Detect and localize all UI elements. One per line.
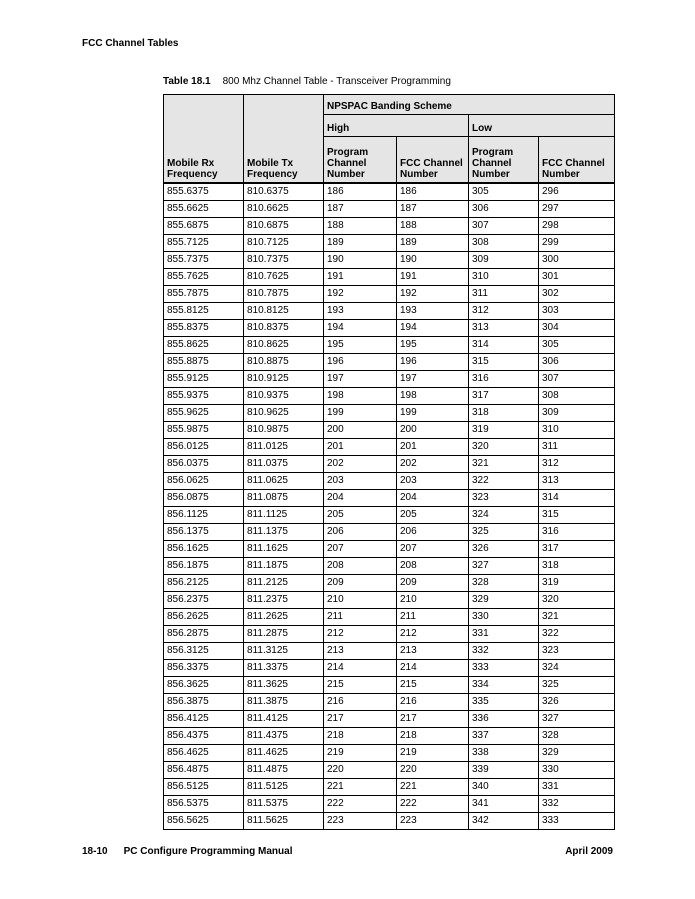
- group-header-row: [164, 95, 615, 115]
- table-row: [164, 404, 615, 421]
- cell: 811.0625: [244, 472, 324, 489]
- cell: 214: [397, 659, 469, 676]
- cell: 811.5375: [244, 795, 324, 812]
- cell: 196: [397, 353, 469, 370]
- page-footer: [82, 846, 613, 857]
- cell: 811.3625: [244, 676, 324, 693]
- cell: 855.7375: [164, 251, 244, 268]
- table-row: [164, 744, 615, 761]
- subgroup-header-low: Low: [469, 115, 615, 137]
- table-row: [164, 778, 615, 795]
- cell: 191: [324, 268, 397, 285]
- cell: 313: [539, 472, 615, 489]
- cell: 855.9625: [164, 404, 244, 421]
- cell: 310: [469, 268, 539, 285]
- cell: 318: [539, 557, 615, 574]
- cell: 200: [397, 421, 469, 438]
- cell: 811.3125: [244, 642, 324, 659]
- cell: 191: [397, 268, 469, 285]
- cell: 198: [397, 387, 469, 404]
- channel-table-head: [164, 95, 615, 183]
- cell: 194: [397, 319, 469, 336]
- cell: 326: [539, 693, 615, 710]
- cell: 856.0375: [164, 455, 244, 472]
- col-header-mobile-rx-frequency: Mobile Rx Frequency: [164, 95, 244, 183]
- cell: 332: [539, 795, 615, 812]
- cell: 306: [539, 353, 615, 370]
- cell: 811.0875: [244, 489, 324, 506]
- cell: 810.8125: [244, 302, 324, 319]
- cell: 312: [539, 455, 615, 472]
- cell: 202: [397, 455, 469, 472]
- cell: 321: [469, 455, 539, 472]
- cell: 855.8875: [164, 353, 244, 370]
- cell: 855.9875: [164, 421, 244, 438]
- cell: 315: [469, 353, 539, 370]
- table-row: [164, 812, 615, 829]
- cell: 205: [397, 506, 469, 523]
- channel-table-body: [164, 183, 615, 830]
- cell: 330: [469, 608, 539, 625]
- cell: 212: [324, 625, 397, 642]
- cell: 855.9375: [164, 387, 244, 404]
- cell: 333: [469, 659, 539, 676]
- cell: 212: [397, 625, 469, 642]
- cell: 223: [397, 812, 469, 829]
- cell: 810.7125: [244, 234, 324, 251]
- table-row: [164, 693, 615, 710]
- cell: 810.6375: [244, 183, 324, 201]
- cell: 810.6875: [244, 217, 324, 234]
- cell: 327: [469, 557, 539, 574]
- cell: 222: [397, 795, 469, 812]
- cell: 211: [324, 608, 397, 625]
- cell: 213: [324, 642, 397, 659]
- cell: 197: [324, 370, 397, 387]
- cell: 810.8625: [244, 336, 324, 353]
- cell: 811.3375: [244, 659, 324, 676]
- group-header-npspac: NPSPAC Banding Scheme: [324, 95, 615, 115]
- cell: 856.4875: [164, 761, 244, 778]
- cell: 811.2625: [244, 608, 324, 625]
- cell: 307: [469, 217, 539, 234]
- cell: 810.9875: [244, 421, 324, 438]
- cell: 856.3375: [164, 659, 244, 676]
- cell: 308: [469, 234, 539, 251]
- cell: 325: [539, 676, 615, 693]
- cell: 323: [469, 489, 539, 506]
- cell: 314: [539, 489, 615, 506]
- cell: 856.1625: [164, 540, 244, 557]
- channel-table: [163, 94, 615, 830]
- cell: 305: [539, 336, 615, 353]
- table-row: [164, 370, 615, 387]
- table-row: [164, 761, 615, 778]
- table-row: [164, 506, 615, 523]
- cell: 218: [397, 727, 469, 744]
- col-header-program-channel-high: Program Channel Number: [324, 137, 397, 183]
- cell: 856.1375: [164, 523, 244, 540]
- cell: 198: [324, 387, 397, 404]
- cell: 810.8875: [244, 353, 324, 370]
- cell: 324: [469, 506, 539, 523]
- col-header-fcc-channel-low: FCC Channel Number: [539, 137, 615, 183]
- cell: 196: [324, 353, 397, 370]
- table-row: [164, 183, 615, 201]
- table-row: [164, 285, 615, 302]
- table-row: [164, 574, 615, 591]
- table-row: [164, 608, 615, 625]
- cell: 194: [324, 319, 397, 336]
- cell: 199: [397, 404, 469, 421]
- cell: 215: [397, 676, 469, 693]
- cell: 330: [539, 761, 615, 778]
- cell: 333: [539, 812, 615, 829]
- cell: 856.5125: [164, 778, 244, 795]
- cell: 321: [539, 608, 615, 625]
- cell: 297: [539, 200, 615, 217]
- cell: 327: [539, 710, 615, 727]
- cell: 215: [324, 676, 397, 693]
- cell: 316: [539, 523, 615, 540]
- cell: 207: [397, 540, 469, 557]
- table-row: [164, 438, 615, 455]
- col-header-program-channel-low: Program Channel Number: [469, 137, 539, 183]
- table-row: [164, 557, 615, 574]
- cell: 217: [397, 710, 469, 727]
- table-row: [164, 336, 615, 353]
- cell: 193: [397, 302, 469, 319]
- table-caption: [163, 76, 614, 88]
- cell: 195: [324, 336, 397, 353]
- table-row: [164, 710, 615, 727]
- cell: 199: [324, 404, 397, 421]
- cell: 219: [397, 744, 469, 761]
- table-row: [164, 625, 615, 642]
- cell: 332: [469, 642, 539, 659]
- cell: 811.5625: [244, 812, 324, 829]
- cell: 318: [469, 404, 539, 421]
- cell: 202: [324, 455, 397, 472]
- cell: 341: [469, 795, 539, 812]
- table-row: [164, 421, 615, 438]
- cell: 335: [469, 693, 539, 710]
- cell: 187: [397, 200, 469, 217]
- table-row: [164, 540, 615, 557]
- cell: 856.3625: [164, 676, 244, 693]
- cell: 811.3875: [244, 693, 324, 710]
- cell: 855.7875: [164, 285, 244, 302]
- cell: 811.1375: [244, 523, 324, 540]
- cell: 328: [469, 574, 539, 591]
- table-row: [164, 217, 615, 234]
- cell: 312: [469, 302, 539, 319]
- cell: 299: [539, 234, 615, 251]
- cell: 322: [469, 472, 539, 489]
- cell: 317: [539, 540, 615, 557]
- cell: 856.4125: [164, 710, 244, 727]
- cell: 309: [539, 404, 615, 421]
- cell: 222: [324, 795, 397, 812]
- cell: 856.2125: [164, 574, 244, 591]
- table-block: [163, 76, 614, 830]
- cell: 195: [397, 336, 469, 353]
- footer-date: April 2009: [565, 846, 613, 857]
- cell: 811.1875: [244, 557, 324, 574]
- table-row: [164, 472, 615, 489]
- cell: 213: [397, 642, 469, 659]
- table-row: [164, 387, 615, 404]
- col-header-mobile-tx-frequency: Mobile Tx Frequency: [244, 95, 324, 183]
- cell: 326: [469, 540, 539, 557]
- table-row: [164, 591, 615, 608]
- cell: 219: [324, 744, 397, 761]
- cell: 303: [539, 302, 615, 319]
- cell: 308: [539, 387, 615, 404]
- cell: 190: [397, 251, 469, 268]
- cell: 296: [539, 183, 615, 201]
- cell: 192: [397, 285, 469, 302]
- table-row: [164, 251, 615, 268]
- cell: 209: [397, 574, 469, 591]
- cell: 810.9125: [244, 370, 324, 387]
- cell: 186: [397, 183, 469, 201]
- cell: 811.2375: [244, 591, 324, 608]
- table-row: [164, 659, 615, 676]
- cell: 210: [397, 591, 469, 608]
- cell: 313: [469, 319, 539, 336]
- table-row: [164, 302, 615, 319]
- cell: 311: [469, 285, 539, 302]
- cell: 315: [539, 506, 615, 523]
- cell: 811.0125: [244, 438, 324, 455]
- cell: 205: [324, 506, 397, 523]
- cell: 339: [469, 761, 539, 778]
- cell: 856.0875: [164, 489, 244, 506]
- cell: 855.6375: [164, 183, 244, 201]
- cell: 307: [539, 370, 615, 387]
- cell: 856.5375: [164, 795, 244, 812]
- cell: 856.0625: [164, 472, 244, 489]
- cell: 340: [469, 778, 539, 795]
- cell: 320: [539, 591, 615, 608]
- table-row: [164, 268, 615, 285]
- cell: 220: [397, 761, 469, 778]
- cell: 342: [469, 812, 539, 829]
- cell: 192: [324, 285, 397, 302]
- cell: 811.2875: [244, 625, 324, 642]
- cell: 331: [469, 625, 539, 642]
- cell: 810.8375: [244, 319, 324, 336]
- cell: 336: [469, 710, 539, 727]
- cell: 856.3875: [164, 693, 244, 710]
- cell: 316: [469, 370, 539, 387]
- cell: 810.9625: [244, 404, 324, 421]
- page-number: 18-10: [82, 846, 108, 857]
- cell: 301: [539, 268, 615, 285]
- cell: 856.1125: [164, 506, 244, 523]
- cell: 201: [397, 438, 469, 455]
- cell: 811.4625: [244, 744, 324, 761]
- cell: 855.7625: [164, 268, 244, 285]
- table-row: [164, 319, 615, 336]
- cell: 216: [324, 693, 397, 710]
- cell: 322: [539, 625, 615, 642]
- cell: 810.6625: [244, 200, 324, 217]
- table-row: [164, 489, 615, 506]
- cell: 306: [469, 200, 539, 217]
- cell: 810.7875: [244, 285, 324, 302]
- cell: 210: [324, 591, 397, 608]
- cell: 811.4125: [244, 710, 324, 727]
- cell: 856.4375: [164, 727, 244, 744]
- table-caption-title: 800 Mhz Channel Table - Transceiver Programming: [222, 76, 451, 87]
- cell: 302: [539, 285, 615, 302]
- cell: 324: [539, 659, 615, 676]
- cell: 220: [324, 761, 397, 778]
- cell: 856.3125: [164, 642, 244, 659]
- cell: 186: [324, 183, 397, 201]
- cell: 856.5625: [164, 812, 244, 829]
- cell: 204: [397, 489, 469, 506]
- table-row: [164, 795, 615, 812]
- cell: 197: [397, 370, 469, 387]
- cell: 214: [324, 659, 397, 676]
- cell: 334: [469, 676, 539, 693]
- cell: 811.0375: [244, 455, 324, 472]
- cell: 323: [539, 642, 615, 659]
- cell: 855.9125: [164, 370, 244, 387]
- cell: 206: [324, 523, 397, 540]
- cell: 310: [539, 421, 615, 438]
- cell: 218: [324, 727, 397, 744]
- table-row: [164, 353, 615, 370]
- cell: 300: [539, 251, 615, 268]
- cell: 337: [469, 727, 539, 744]
- cell: 190: [324, 251, 397, 268]
- subgroup-header-high: High: [324, 115, 469, 137]
- footer-left: [82, 846, 292, 857]
- cell: 304: [539, 319, 615, 336]
- cell: 811.1625: [244, 540, 324, 557]
- cell: 203: [324, 472, 397, 489]
- table-caption-label: Table 18.1: [163, 76, 211, 87]
- cell: 200: [324, 421, 397, 438]
- cell: 223: [324, 812, 397, 829]
- table-row: [164, 523, 615, 540]
- cell: 856.2375: [164, 591, 244, 608]
- cell: 811.1125: [244, 506, 324, 523]
- cell: 329: [469, 591, 539, 608]
- cell: 855.6625: [164, 200, 244, 217]
- cell: 188: [324, 217, 397, 234]
- cell: 855.6875: [164, 217, 244, 234]
- table-row: [164, 455, 615, 472]
- cell: 810.7625: [244, 268, 324, 285]
- cell: 856.2875: [164, 625, 244, 642]
- cell: 320: [469, 438, 539, 455]
- cell: 331: [539, 778, 615, 795]
- cell: 855.8625: [164, 336, 244, 353]
- cell: 209: [324, 574, 397, 591]
- cell: 221: [324, 778, 397, 795]
- col-header-fcc-channel-high: FCC Channel Number: [397, 137, 469, 183]
- cell: 811.2125: [244, 574, 324, 591]
- cell: 201: [324, 438, 397, 455]
- running-header: FCC Channel Tables: [82, 38, 179, 49]
- footer-manual-title: PC Configure Programming Manual: [123, 846, 293, 857]
- cell: 206: [397, 523, 469, 540]
- cell: 855.7125: [164, 234, 244, 251]
- cell: 217: [324, 710, 397, 727]
- cell: 208: [324, 557, 397, 574]
- cell: 189: [324, 234, 397, 251]
- cell: 211: [397, 608, 469, 625]
- cell: 319: [539, 574, 615, 591]
- cell: 317: [469, 387, 539, 404]
- cell: 208: [397, 557, 469, 574]
- cell: 311: [539, 438, 615, 455]
- cell: 305: [469, 183, 539, 201]
- cell: 298: [539, 217, 615, 234]
- cell: 216: [397, 693, 469, 710]
- cell: 314: [469, 336, 539, 353]
- cell: 811.4375: [244, 727, 324, 744]
- cell: 207: [324, 540, 397, 557]
- table-row: [164, 642, 615, 659]
- cell: 810.9375: [244, 387, 324, 404]
- cell: 328: [539, 727, 615, 744]
- cell: 204: [324, 489, 397, 506]
- cell: 811.4875: [244, 761, 324, 778]
- cell: 810.7375: [244, 251, 324, 268]
- cell: 319: [469, 421, 539, 438]
- table-row: [164, 676, 615, 693]
- cell: 329: [539, 744, 615, 761]
- cell: 855.8375: [164, 319, 244, 336]
- table-row: [164, 200, 615, 217]
- cell: 203: [397, 472, 469, 489]
- cell: 221: [397, 778, 469, 795]
- cell: 856.2625: [164, 608, 244, 625]
- cell: 189: [397, 234, 469, 251]
- cell: 856.4625: [164, 744, 244, 761]
- table-row: [164, 234, 615, 251]
- cell: 855.8125: [164, 302, 244, 319]
- cell: 188: [397, 217, 469, 234]
- cell: 309: [469, 251, 539, 268]
- cell: 856.1875: [164, 557, 244, 574]
- cell: 187: [324, 200, 397, 217]
- cell: 811.5125: [244, 778, 324, 795]
- cell: 856.0125: [164, 438, 244, 455]
- cell: 325: [469, 523, 539, 540]
- cell: 338: [469, 744, 539, 761]
- cell: 193: [324, 302, 397, 319]
- table-row: [164, 727, 615, 744]
